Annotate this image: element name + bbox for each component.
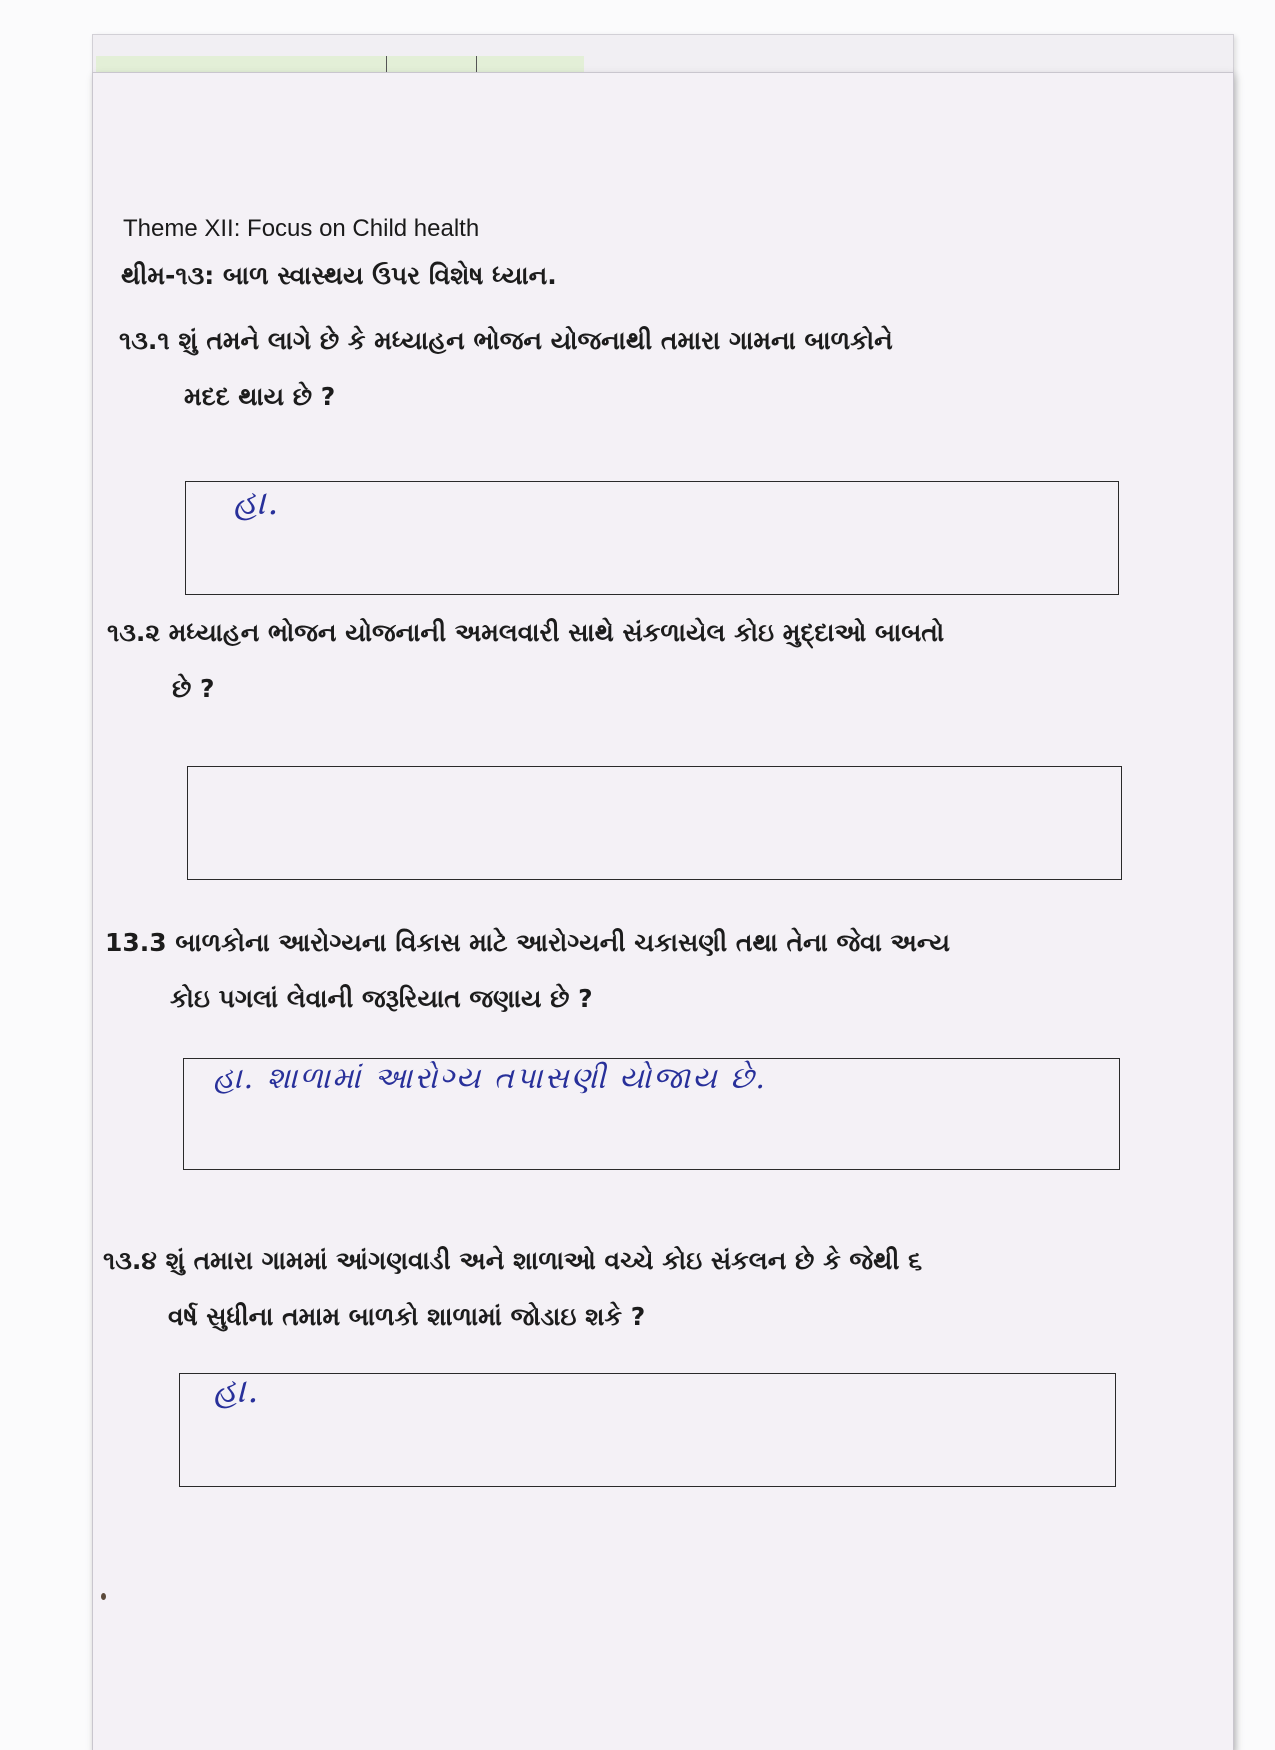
theme-title-gujarati: થીમ-૧૩: બાળ સ્વાસ્થય ઉપર વિશેષ ધ્યાન. (121, 261, 557, 290)
ink-smudge (101, 1593, 106, 1600)
question-text: ૧૩.૨ મધ્યાહન ભોજન યોજનાની અમલવારી સાથે સંકળાયેલ કોઇ મુદ્દાઓ બાબતો (107, 618, 945, 647)
question-text-continued: વર્ષ સુધીના તમામ બાળકો શાળામાં જોડાઇ શકે ? (168, 1302, 646, 1331)
answer-box-13-2[interactable] (187, 766, 1122, 880)
question-text-continued: છે ? (172, 674, 215, 703)
question-text-continued: કોઇ પગલાં લેવાની જરૂરિયાત જણાય છે ? (170, 984, 593, 1013)
answer-box-13-1[interactable] (185, 481, 1119, 595)
answer-box-13-4[interactable] (179, 1373, 1116, 1487)
question-13-2 (107, 605, 1107, 717)
questionnaire-page (92, 72, 1234, 1750)
question-13-4 (103, 1233, 1103, 1345)
handwritten-answer-13-4: હા. (213, 1371, 261, 1411)
question-13-3 (105, 915, 1105, 1027)
theme-title-english: Theme XII: Focus on Child health (123, 215, 480, 242)
question-text-continued: મદદ થાય છે ? (184, 382, 336, 411)
handwritten-answer-13-3: હા. શાળામાં આરોગ્ય તપાસણી યોજાય છે. (213, 1061, 767, 1096)
question-13-1 (119, 313, 1119, 425)
question-text: ૧૩.૧ શું તમને લાગે છે કે મધ્યાહન ભોજન યોજનાથી તમારા ગામના બાળકોને (119, 326, 893, 355)
question-text: ૧૩.૪ શું તમારા ગામમાં આંગણવાડી અને શાળાઓ વચ્ચે કોઇ સંકલન છે કે જેથી ૬ (103, 1246, 923, 1275)
question-text: 13.3 બાળકોના આરોગ્યના વિકાસ માટે આરોગ્યની ચકાસણી તથા તેના જેવા અન્ય (105, 928, 950, 957)
handwritten-answer-13-1: હા. (233, 483, 281, 523)
